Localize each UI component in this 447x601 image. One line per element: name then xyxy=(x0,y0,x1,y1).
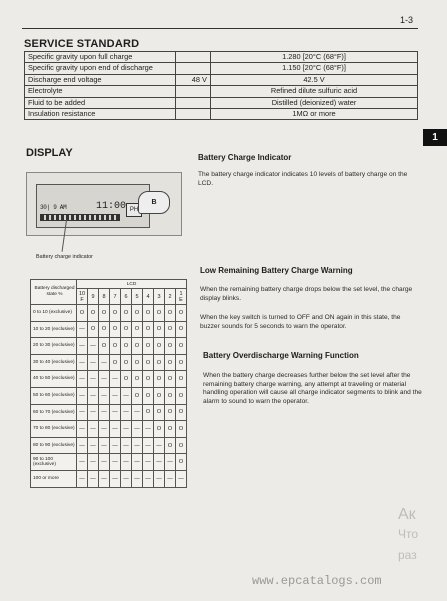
table-row xyxy=(31,354,187,371)
segment-cell: — xyxy=(154,454,165,471)
table-row xyxy=(31,454,187,471)
segment-cell: — xyxy=(99,371,110,388)
segment-cell: — xyxy=(99,404,110,421)
segment-cell: O xyxy=(110,354,121,371)
display-title: DISPLAY xyxy=(26,147,73,159)
table-row xyxy=(31,387,187,404)
segment-cell: — xyxy=(110,437,121,454)
segment-cell: O xyxy=(143,354,154,371)
state-column-header: Battery discharged state % xyxy=(31,280,77,305)
segment-cell: O xyxy=(176,404,187,421)
segment-cell: — xyxy=(176,470,187,487)
segment-cell: — xyxy=(110,421,121,438)
segment-cell: O xyxy=(143,387,154,404)
segment-cell: O xyxy=(132,305,143,322)
segment-cell: O xyxy=(132,321,143,338)
segment-cell: O xyxy=(132,387,143,404)
discharge-state-cell: 100 or more xyxy=(31,470,77,487)
segment-cell: O xyxy=(110,305,121,322)
segment-cell: O xyxy=(121,321,132,338)
segment-cell: — xyxy=(154,470,165,487)
segment-number: 9 xyxy=(91,293,95,300)
discharge-state-cell: 60 to 70 (exclusive) xyxy=(31,404,77,421)
segment-cell: — xyxy=(88,437,99,454)
segment-number: 1 xyxy=(179,290,183,297)
segment-cell: O xyxy=(143,404,154,421)
table-row xyxy=(31,338,187,355)
segment-cell: — xyxy=(88,404,99,421)
segment-cell: — xyxy=(110,470,121,487)
low-remaining-warning-p2: When the key switch is turned to OFF and ON again in this state, the buzzer sounds for 5 seconds to warn the operator. xyxy=(200,314,401,330)
lcd-clock-readout: 11:00 xyxy=(96,201,127,212)
segment-header xyxy=(143,289,154,305)
segment-cell: — xyxy=(165,470,176,487)
segment-cell: — xyxy=(88,338,99,355)
service-item-value: 1.150 [20°C (68°F)] xyxy=(211,63,418,74)
segment-cell: — xyxy=(165,454,176,471)
segment-cell: — xyxy=(99,454,110,471)
segment-cell: — xyxy=(99,421,110,438)
segment-cell: O xyxy=(176,387,187,404)
segment-number: 3 xyxy=(157,293,161,300)
segment-number: 2 xyxy=(168,293,172,300)
table-row xyxy=(31,437,187,454)
segment-cell: O xyxy=(143,321,154,338)
lcd-column-header: LCD xyxy=(77,280,187,289)
discharge-state-cell: 0 to 10 (exclusive) xyxy=(31,305,77,322)
segment-header xyxy=(77,289,88,305)
segment-cell: O xyxy=(88,321,99,338)
segment-cell: O xyxy=(154,354,165,371)
service-item-label: Specific gravity upon end of discharge xyxy=(25,63,176,74)
segment-cell: — xyxy=(88,371,99,388)
discharge-state-cell: 20 to 30 (exclusive) xyxy=(31,338,77,355)
service-item-label: Discharge end voltage xyxy=(25,74,176,85)
side-fragment-1: Ак xyxy=(398,506,416,523)
table-row xyxy=(31,470,187,487)
segment-cell: O xyxy=(77,305,88,322)
segment-cell: O xyxy=(88,305,99,322)
service-item-extra xyxy=(176,109,211,120)
segment-cell: O xyxy=(121,354,132,371)
service-item-value: 1MΩ or more xyxy=(211,109,418,120)
service-standard-row xyxy=(25,52,418,63)
discharge-state-cell: 40 to 50 (exclusive) xyxy=(31,371,77,388)
service-item-extra xyxy=(176,63,211,74)
lcd-callout-bubble: B xyxy=(138,191,170,214)
segment-cell: — xyxy=(88,354,99,371)
service-item-value: Distilled (deionized) water xyxy=(211,97,418,108)
segment-cell: — xyxy=(143,437,154,454)
segment-cell: — xyxy=(132,454,143,471)
segment-number: 7 xyxy=(113,293,117,300)
service-item-extra xyxy=(176,97,211,108)
segment-cell: — xyxy=(77,421,88,438)
segment-cell: O xyxy=(165,338,176,355)
overdischarge-warning-title: Battery Overdischarge Warning Function xyxy=(203,351,359,360)
service-standard-row xyxy=(25,109,418,120)
segment-cell: — xyxy=(110,454,121,471)
table-row xyxy=(31,305,187,322)
segment-header xyxy=(99,289,110,305)
segment-cell: — xyxy=(77,454,88,471)
discharge-state-cell: 10 to 20 (exclusive) xyxy=(31,321,77,338)
segment-cell: O xyxy=(143,305,154,322)
battery-charge-indicator-title: Battery Charge Indicator xyxy=(198,153,292,162)
service-item-extra: 48 V xyxy=(176,74,211,85)
segment-cell: — xyxy=(132,421,143,438)
segment-cell: — xyxy=(88,421,99,438)
segment-cell: — xyxy=(77,387,88,404)
segment-cell: — xyxy=(77,321,88,338)
segment-cell: — xyxy=(99,387,110,404)
service-item-label: Fluid to be added xyxy=(25,97,176,108)
segment-cell: O xyxy=(154,421,165,438)
table-row xyxy=(31,371,187,388)
segment-cell: O xyxy=(121,338,132,355)
segment-header xyxy=(110,289,121,305)
segment-cell: — xyxy=(77,404,88,421)
segment-cell: O xyxy=(154,321,165,338)
segment-cell: — xyxy=(121,421,132,438)
discharge-state-cell: 30 to 40 (exclusive) xyxy=(31,354,77,371)
segment-cell: — xyxy=(99,354,110,371)
segment-cell: O xyxy=(121,305,132,322)
top-rule xyxy=(22,28,418,29)
segment-cell: — xyxy=(77,470,88,487)
service-standard-row xyxy=(25,97,418,108)
segment-cell: O xyxy=(165,404,176,421)
segment-cell: — xyxy=(143,421,154,438)
battery-charge-indicator-text: The battery charge indicator indicates 10 levels of battery charge on the LCD. xyxy=(198,171,408,187)
service-standard-row xyxy=(25,74,418,85)
segment-cell: O xyxy=(99,305,110,322)
segment-cell: O xyxy=(176,338,187,355)
segment-number: 6 xyxy=(124,293,128,300)
service-item-value: 1.280 [20°C (68°F)] xyxy=(211,52,418,63)
segment-cell: O xyxy=(176,437,187,454)
service-item-label: Electrolyte xyxy=(25,86,176,97)
side-fragment-2: Что xyxy=(398,527,419,541)
overdischarge-warning-text: When the battery charge decreases further below the set level after the remaining battery charge warning, any attempt at traveling or material handling operation will cause all charge indicator segments to blink and the alarm to sound to warn the operator. xyxy=(203,372,422,405)
segment-cell: — xyxy=(99,437,110,454)
segment-cell: O xyxy=(132,354,143,371)
service-item-label: Insulation resistance xyxy=(25,109,176,120)
segment-cell: O xyxy=(121,371,132,388)
lcd-date-readout: 30| 9 AM xyxy=(40,204,67,211)
lcd-mode-icon: PH xyxy=(126,203,142,217)
segment-header xyxy=(121,289,132,305)
segment-header xyxy=(88,289,99,305)
service-standard-table xyxy=(24,51,418,120)
segment-header xyxy=(176,289,187,305)
segment-cell: — xyxy=(77,437,88,454)
segment-cell: O xyxy=(165,437,176,454)
discharge-state-cell: 80 to 90 (exclusive) xyxy=(31,437,77,454)
service-standard-title: SERVICE STANDARD xyxy=(24,38,140,50)
segment-cell: — xyxy=(121,437,132,454)
segment-cell: O xyxy=(176,421,187,438)
segment-header xyxy=(154,289,165,305)
table-row xyxy=(31,404,187,421)
segment-cell: O xyxy=(176,321,187,338)
discharge-state-cell: 90 to 100 (exclusive) xyxy=(31,454,77,471)
segment-number: 5 xyxy=(135,293,139,300)
segment-cell: — xyxy=(121,470,132,487)
segment-number: 8 xyxy=(102,293,106,300)
segment-cell: O xyxy=(99,321,110,338)
segment-cell: — xyxy=(143,454,154,471)
segment-subhead: E xyxy=(179,296,183,303)
segment-number: 4 xyxy=(146,293,150,300)
segment-cell: O xyxy=(165,371,176,388)
segment-cell: O xyxy=(143,371,154,388)
service-standard-row xyxy=(25,63,418,74)
segment-cell: — xyxy=(77,371,88,388)
segment-cell: O xyxy=(176,454,187,471)
segment-subhead: F xyxy=(80,296,84,303)
battery-level-table xyxy=(30,279,187,488)
segment-cell: — xyxy=(77,338,88,355)
battery-charge-indicator-bar xyxy=(40,214,120,221)
segment-cell: — xyxy=(132,404,143,421)
segment-cell: O xyxy=(110,338,121,355)
service-item-value: 42.5 V xyxy=(211,74,418,85)
segment-cell: O xyxy=(165,305,176,322)
segment-cell: O xyxy=(143,338,154,355)
segment-cell: O xyxy=(154,305,165,322)
segment-header xyxy=(132,289,143,305)
segment-cell: — xyxy=(88,387,99,404)
segment-cell: O xyxy=(165,387,176,404)
segment-cell: O xyxy=(176,371,187,388)
service-item-value: Refined dilute sulfuric acid xyxy=(211,86,418,97)
segment-cell: — xyxy=(132,437,143,454)
segment-cell: O xyxy=(99,338,110,355)
segment-cell: O xyxy=(154,371,165,388)
segment-cell: — xyxy=(110,371,121,388)
segment-cell: — xyxy=(77,354,88,371)
side-fragment-3: раз xyxy=(398,548,417,562)
segment-cell: — xyxy=(132,470,143,487)
segment-number: 10 xyxy=(78,290,86,297)
service-item-extra xyxy=(176,86,211,97)
discharge-state-cell: 70 to 80 (exclusive) xyxy=(31,421,77,438)
low-remaining-warning-p1: When the remaining battery charge drops below the set level, the charge display blinks. xyxy=(200,286,413,302)
service-item-label: Specific gravity upon full charge xyxy=(25,52,176,63)
segment-cell: — xyxy=(121,387,132,404)
watermark: www.epcatalogs.com xyxy=(252,574,382,588)
segment-cell: — xyxy=(99,470,110,487)
page-number: 1-3 xyxy=(400,15,414,25)
low-remaining-warning-title: Low Remaining Battery Charge Warning xyxy=(200,266,353,275)
segment-cell: — xyxy=(154,437,165,454)
segment-cell: O xyxy=(165,321,176,338)
segment-cell: — xyxy=(110,387,121,404)
segment-cell: O xyxy=(176,354,187,371)
segment-cell: O xyxy=(154,338,165,355)
segment-cell: O xyxy=(132,338,143,355)
discharge-state-cell: 50 to 60 (exclusive) xyxy=(31,387,77,404)
lcd-caption: Battery charge indicator xyxy=(36,254,93,260)
service-standard-row xyxy=(25,86,418,97)
segment-cell: O xyxy=(165,421,176,438)
segment-cell: O xyxy=(165,354,176,371)
table-row xyxy=(31,421,187,438)
segment-cell: O xyxy=(110,321,121,338)
segment-cell: O xyxy=(154,387,165,404)
table-row xyxy=(31,321,187,338)
service-item-extra xyxy=(176,52,211,63)
segment-cell: — xyxy=(143,470,154,487)
segment-cell: O xyxy=(176,305,187,322)
segment-cell: — xyxy=(88,454,99,471)
chapter-tab-marker: 1 xyxy=(423,129,447,146)
segment-cell: — xyxy=(110,404,121,421)
segment-cell: O xyxy=(154,404,165,421)
segment-cell: — xyxy=(121,404,132,421)
segment-cell: O xyxy=(132,371,143,388)
segment-cell: — xyxy=(121,454,132,471)
segment-header xyxy=(165,289,176,305)
segment-cell: — xyxy=(88,470,99,487)
